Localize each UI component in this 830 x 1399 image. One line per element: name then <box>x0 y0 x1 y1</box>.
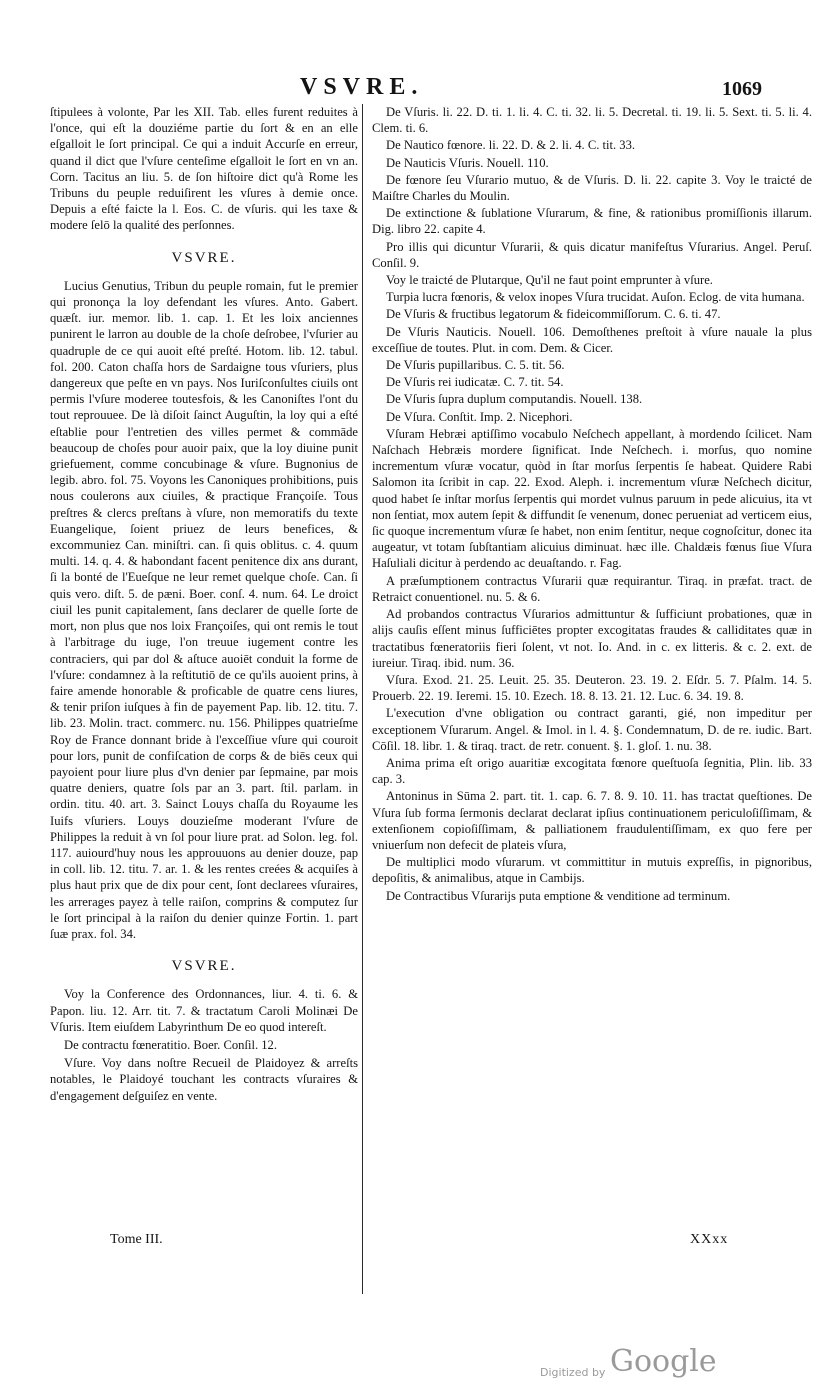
left-column <box>50 104 358 1104</box>
right-entry: Pro illis qui dicuntur Vſurarii, & quis dicatur manifeſtus Vſurarius. Angel. Peruſ. Conſil. 9. <box>372 239 812 270</box>
digitization-watermark <box>540 1344 810 1388</box>
watermark-prefix: Digitized by <box>540 1366 606 1379</box>
section-2-paragraph-3: Vſure. Voy dans noſtre Recueil de Plaidoyez & arreſts notables, le Plaidoyé touchant les contracts vſuraires & d'engagement deſguiſez en vente. <box>50 1056 358 1103</box>
right-entry: De extinctione & ſublatione Vſurarum, & fine, & rationibus promiſſionis illarum. Dig. libro 22. capite 4. <box>372 206 812 237</box>
right-entry: Antoninus in Sūma 2. part. tit. 1. cap. 6. 7. 8. 9. 10. 11. has tractat queſtiones. De Vſura ſub forma ſermonis declarat declarat ipſius continuationem periculoſiſſimam, & extenſionem copioſiſſimam, & palliationem fraudulentiſſimam, ex quo fere per vniuerſum non defecit de plateis vſura, <box>372 789 812 852</box>
section-heading-2: VSVRE. <box>171 958 237 975</box>
right-entry: De Vſura. Conſtit. Imp. 2. Nicephori. <box>386 409 573 424</box>
left-opening-paragraph: ſtipulees à volonte, Par les XII. Tab. elles furent reduites à l'once, qui eſt la douziéme partie du ſort & en an elle eſgalloit le ſort principal. Ce qui a induit Accurſe en erreur, quand il dict que l'vſure centeſime eſgalloit le ſort en vn an. Corn. Tacitus an liu. 5. de ſon hiſtoire dict qu'à Rome les Tribuns du peuple reduiſirent les vſures à demie once. Depuis a eſté faicte la l. Eos. C. de vſuris. qui les taxe & modere ſelō la qualité des perſonnes. <box>50 105 358 233</box>
section-1-text: Lucius Genutius, Tribun du peuple romain, fut le premier qui prononça la loy defendant les vſures. Anto. Gabert. quæſt. iur. memor. lib. 1. cap. 1. Et les loix anciennes punirent le larron au double de la choſe deſrobee, l'vſurier au quadruple de ce qui auoit eſté preſté. Hotom. lib. 12. tabul. fol. 200. Caton chaſſa hors de Sardaigne tous vſuriers, plus dangereux que peſte en vn pays. Nos Iuriſconſultes ciuils ont permis l'vſure moderee toutesfois, & les Canoniſtes l'ont du tout reprouuee. De là diſoit ſainct Auguſtin, la loy qui a eſté eſtablie pour l'entretien des villes permet & commāde beaucoup de choſes pour auoir paix, que la loy diuine punit griefuement, comme concubinage & vſure. Bugnonius de legib. abro. fol. 75. Voyons les Canoniques prohibitions, puis nous coulerons aux ciuiles, & practique Françoiſe. Tous preſtres & clercs preſtans à vſure, non memoratifs du texte Euangelique, ſoient priuez de leurs benefices, & excommuniez Can. miniſtri. can. ſi quis oblitus. c. 4. quum multi. 14. q. 4. & habondant facent penitence dix ans durant, ſi la bonté de l'Eueſque ne leur remet quelque choſe. Can. ſi quis vero. diſt. 5. de pæni. Boer. conſ. 4. num. 64. Le droict ciuil les punit capitalement, ſans declarer de quelle ſorte de mort, non plus que nos loix Françoiſes, qui ont remis le tout à l'arbitrage du iuge, l'on treuue iugement contre les contraciers, qui par dol & aſtuce auoiēt conduit la forme de l'vſure: condamnez à la reſtitutiō de ce qu'ils auoient prins, à faire amende honorable & proficable de quatre cens liures, & tenir priſon iuſques à fin de payement Pap. lib. 12. titu. 7. lib. 23. Molin. tract. commerc. nu. 156. Philippes quatrieſme Roy de France donnant bride à l'exceſſiue vſure qui couroit pour lors, punit de confiſcation de corps & de biēs ceux qui payoient pour liure plus d'vn denier par ſepmaine, par mois quatre deniers, quatre ſols par an 3. part. ſtil. parlam. in ordin. titu. 40. art. 3. Sainct Louys chaſſa du Royaume les Iuifs vſuriers. Louys douzieſme moderant l'vſure de Philippes la reduit à vn ſol pour liure prat. ad Solon. leg. fol. 117. auiourd'huy nous les approuuons au denier douze, pap in coll. lib. 12. titu. 7. ar. 1. & les rentes creées & acquiſes à plus haut prix que de dix pour cent, ſont declarees vſuraires, les arrerages payez à telle raiſon, comprins & computez ſur le ſort principal à la raiſon du denier quinze Fortin. 1. part ſuæ prax. fol. 34. <box>50 278 358 941</box>
volume-label: Tome III. <box>110 1232 163 1247</box>
right-entry: De Nauticis Vſuris. Nouell. 110. <box>386 155 549 170</box>
section-heading-1: VSVRE. <box>171 249 237 266</box>
section-2-paragraph-1: Voy la Conference des Ordonnances, liur. 4. ti. 6. & Papon. liu. 12. Arr. tit. 7. & tractatum Caroli Molinæi De Vſuris. Item eiuſdem Labyrinthum De eo quod intereſt. <box>50 987 358 1034</box>
signature-mark: XXxx <box>690 1232 729 1247</box>
right-entry: Voy le traicté de Plutarque, Qu'il ne faut point emprunter à vſure. <box>386 273 713 288</box>
right-entry: Anima prima eſt origo auaritiæ excogitata fœnore queſtuoſa ſegnitia, Plin. lib. 33 cap. 3. <box>372 755 812 787</box>
right-entry: Vſuram Hebræi aptiſſimo vocabulo Neſchech appellant, à mordendo ſcilicet. Nam Naſchach Hebræis mordere ſignificat. Inde Neſchech. i. morſus, quo nomine incrementum vſuræ vocatur, quòd in ſtar morſus ſerpentis ſe habeat. Quidere Rabi Salomon ita ſcribit in cap. 22. Exod. Aleph. i. incrementum vſuræ Neſchech dicitur, quod habet ſe inſtar morſus ſerpentis qui mordet vulnus paruum in pede alicuius, ita vt non ſentiat, mox autem ſepit & diffundit ſe venenum, donec perueniat ad verticem eius, ſic quoque incrementum vſuræ ſe habet, non enim ſentitur, neque cognoſcitur, donec ita augeatur, vt totam ſubſtantiam alicuius diminuat. hæc ille. Chaldæis fœnus ſiue Vſura Haſuliali dicitur à perdendo ac deuaſtando. r. Fag. <box>372 426 812 571</box>
right-column <box>372 104 812 905</box>
right-entry: De Vſuris ſupra duplum computandis. Nouell. 138. <box>386 392 643 407</box>
right-entry: De fœnore ſeu Vſurario mutuo, & de Vſuris. D. li. 22. capite 3. Voy le traicté de Maiſtre Charles du Moulin. <box>372 172 812 204</box>
right-entry: L'execution d'vne obligation ou contract garanti, gié, non impeditur per exceptionem Vſurarum. Angel. & Imol. in l. 4. §. Condemnatum, D. de re. iudic. Bart. Cōſil. 18. libr. 1. & tiraq. tract. de retr. conuent. §. 1. gloſ. 1. nu. 38. <box>372 706 812 753</box>
running-head: VSVRE. <box>300 74 424 100</box>
page-header <box>0 74 830 104</box>
page-number: 1069 <box>722 78 762 100</box>
right-entry: De Nautico fœnore. li. 22. D. & 2. li. 4. C. tit. 33. <box>386 138 636 153</box>
right-entry: A præſumptionem contractus Vſurarii quæ requirantur. Tiraq. in præfat. tract. de Retraict conuentionel. nu. 5. & 6. <box>372 573 812 604</box>
column-divider <box>362 104 363 1294</box>
right-entry: De Vſuris & fructibus legatorum & fideicommiſſorum. C. 6. ti. 47. <box>386 307 721 322</box>
right-entry: De Vſuris pupillaribus. C. 5. tit. 56. <box>386 358 565 373</box>
right-entry: Ad probandos contractus Vſurarios admittuntur & ſufficiunt probationes, quæ in alijs cauſis eſſent minus ſufficiētes propter excogitatas fraudes & calliditates quæ in tractatibus fœneratoriis fieri ſolent, vt not. Io. And. in c. ex litteris. & c. 2. ext. de iureiur. Tiraq. ibid. num. 36. <box>372 607 812 670</box>
section-2-paragraph-2: De contractu fœneratitio. Boer. Conſil. 12. <box>64 1037 277 1052</box>
google-logo: Google <box>610 1344 717 1379</box>
right-entry: Turpia lucra fœnoris, & velox inopes Vſura trucidat. Auſon. Eclog. de vita humana. <box>386 290 805 305</box>
right-entry: De Vſuris rei iudicatæ. C. 7. tit. 54. <box>386 375 564 390</box>
right-entry: De Vſuris. li. 22. D. ti. 1. li. 4. C. ti. 32. li. 5. Decretal. ti. 19. li. 5. Sext. ti. 5. li. 4. Clem. ti. 6. <box>372 105 812 136</box>
right-entry: De Vſuris Nauticis. Nouell. 106. Demoſthenes preſtoit à vſure nauale la plus exceſſiue de toutes. Plut. in com. Dem. & Cicer. <box>372 324 812 355</box>
right-entry: De Contractibus Vſurarijs puta emptione & venditione ad terminum. <box>386 888 731 903</box>
right-entry: Vſura. Exod. 21. 25. Leuit. 25. 35. Deuteron. 23. 19. 2. Eſdr. 5. 7. Pſalm. 14. 5. Prouerb. 22. 19. Ieremi. 15. 10. Ezech. 18. 8. 13. 21. 12. Luc. 6. 34. 19. 8. <box>372 672 812 704</box>
right-entry: De multiplici modo vſurarum. vt committitur in mutuis expreſſis, in pignoribus, depoſitis, & animalibus, atque in Cambijs. <box>372 855 812 886</box>
